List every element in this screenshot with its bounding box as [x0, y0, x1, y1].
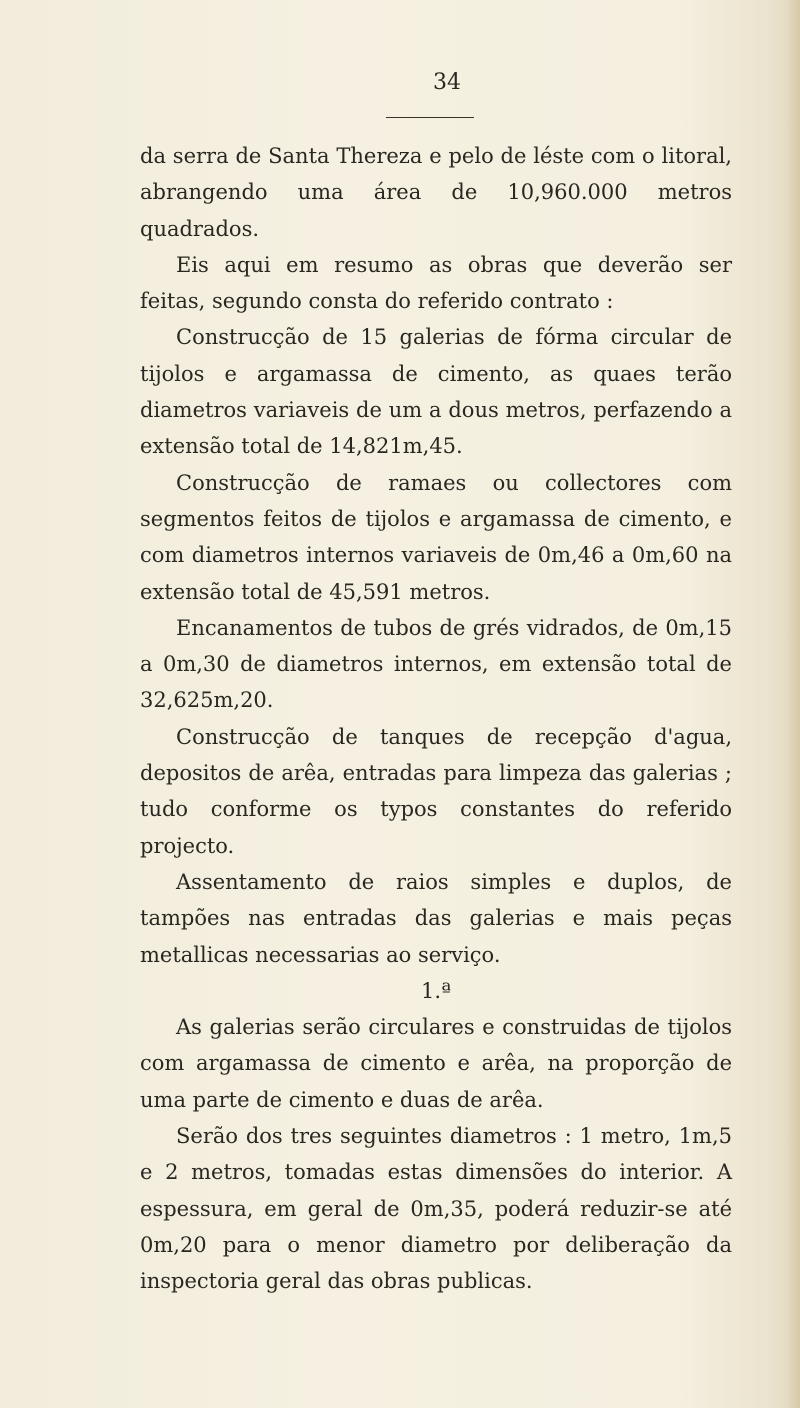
paragraph-encanamentos: Encanamentos de tubos de grés vidrados, de 0m,15 a 0m,30 de diametros internos, em extensão total de 32,625m,20.: [140, 615, 732, 713]
section-heading: 1.ª: [420, 978, 451, 1003]
header-rule: [386, 117, 474, 118]
paragraph-diametros: Serão dos tres seguintes diametros : 1 metro, 1m,5 e 2 metros, tomadas estas dimensões do interior. A espessura, em geral de 0m,35, poderá reduzir-se até 0m,20 para o menor diametro por deliberação da inspectoria geral das obras publicas.: [140, 1124, 732, 1294]
paragraph-tanques: Construcção de tanques de recepção d'agua, depositos de arêa, entradas para limpeza das galerias ; tudo conforme os typos constantes do referido projecto.: [140, 724, 732, 858]
paragraph-summary-intro: Eis aqui em resumo as obras que deverão ser feitas, segundo consta do referido contrato :: [140, 252, 732, 314]
paragraph-assentamento: Assentamento de raios simples e duplos, de tampões nas entradas das galerias e mais peças metallicas necessarias ao serviço.: [140, 869, 732, 967]
body-text: [140, 138, 732, 1300]
paragraph-continuation: da serra de Santa Thereza e pelo de léste com o litoral, abrangendo uma área de 10,960.000 metros quadrados.: [140, 144, 732, 241]
page-number: 34: [433, 70, 461, 95]
paragraph-ramaes: Construcção de ramaes ou collectores com segmentos feitos de tijolos e argamassa de cimento, e com diametros internos variaveis de 0m,46 a 0m,60 na extensão total de 45,591 metros.: [140, 470, 732, 604]
page-edge-shadow: [786, 0, 800, 1408]
paragraph-galerias: Construcção de 15 galerias de fórma circular de tijolos e argamassa de cimento, as quaes terão diametros variaveis de um a dous metros, perfazendo a extensão total de 14,821m,45.: [140, 325, 732, 459]
paragraph-galerias-circulares: As galerias serão circulares e construidas de tijolos com argamassa de cimento e arêa, na proporção de uma parte de cimento e duas de arêa.: [140, 1015, 732, 1112]
